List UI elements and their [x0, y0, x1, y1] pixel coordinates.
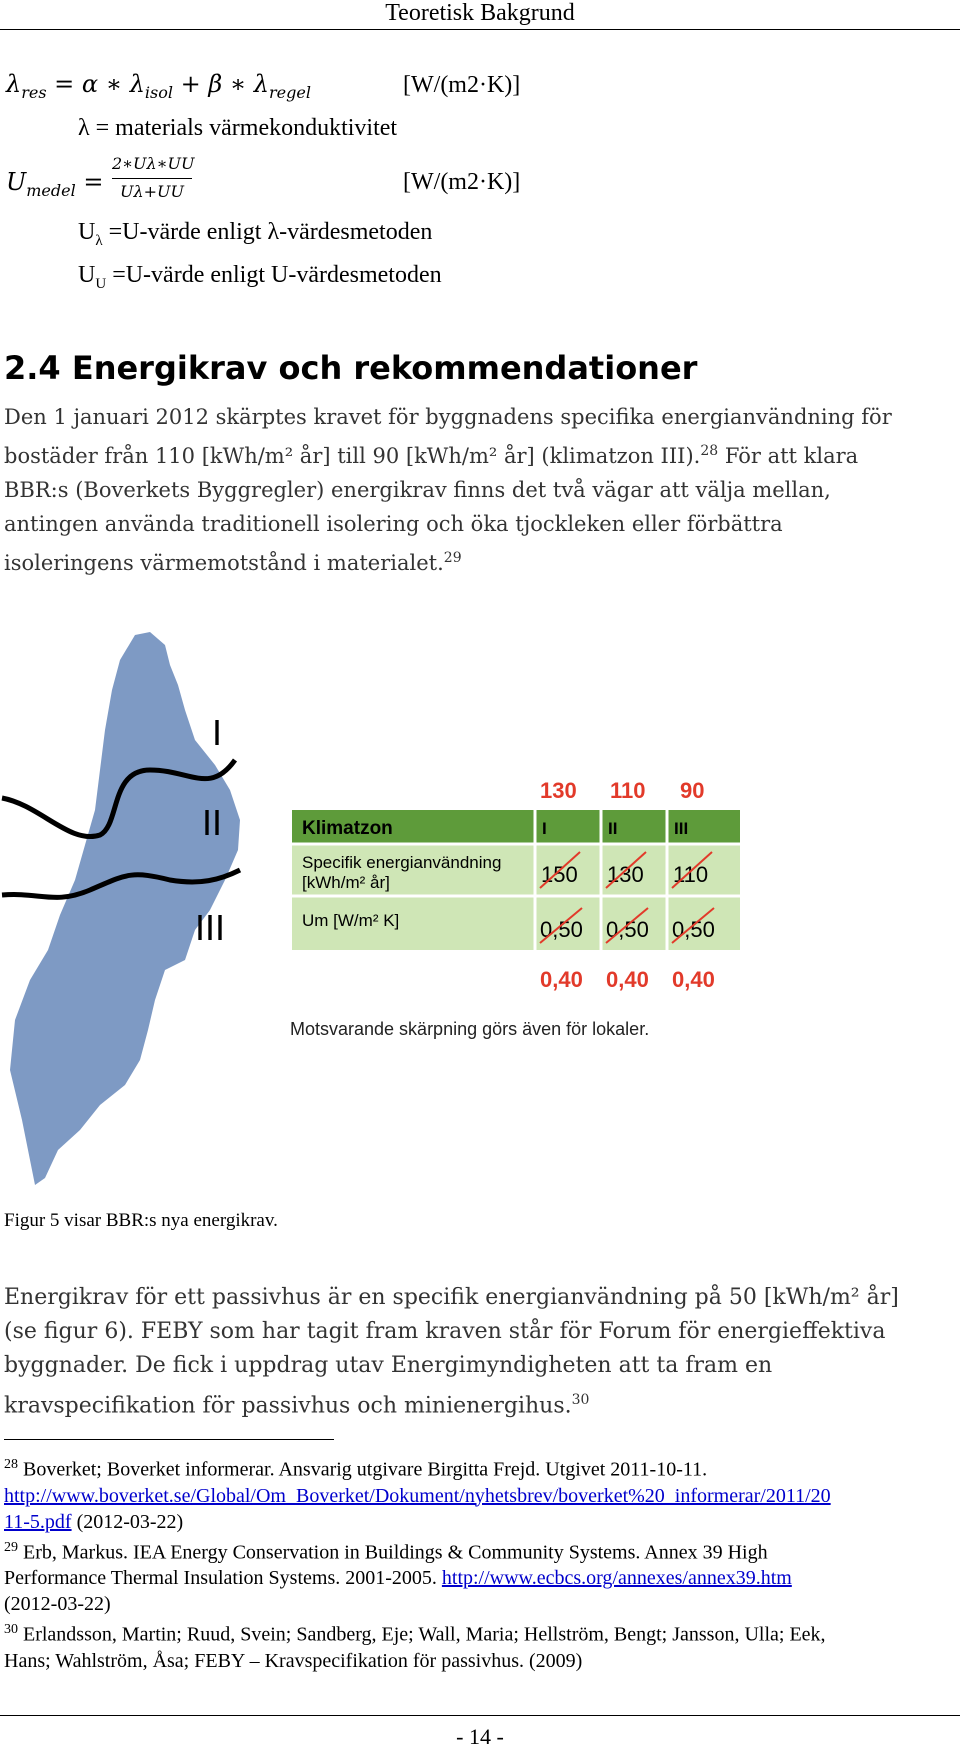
lambda-definition: λ = materials värmekonduktivitet [78, 115, 398, 141]
new-energy-value: 110 [610, 778, 646, 803]
running-header: Teoretisk Bakgrund [385, 0, 575, 26]
footnotes [4, 1452, 831, 1674]
footnote-ref-29[interactable]: 29 [443, 550, 462, 566]
footnote-28-link[interactable]: http://www.boverket.se/Global/Om_Boverket/Dokument/nyhetsbrev/boverket%20_informerar/2011/20 [4, 1484, 831, 1507]
footnote-29-date: (2012-03-22) [4, 1593, 111, 1616]
footnote-ref-28[interactable]: 28 [700, 443, 719, 459]
paragraph-line: antingen använda traditionell isolering och öka tjockleken eller förbättra [4, 512, 783, 536]
new-energy-value: 130 [540, 778, 577, 803]
table-cell-old: 150 [541, 862, 578, 887]
formula-lambda-res: $\lambda_{res} = \alpha$ ∗ $\lambda_{isol} + \beta$ ∗ $\lambda_{regel}$ [6, 70, 311, 102]
paragraph-2 [4, 1281, 899, 1423]
figure-energikrav [0, 630, 960, 1190]
footnote-29-line-2: Performance Thermal Insulation Systems. 2001-2005. http://www.ecbcs.org/annexes/annex39.htm [4, 1567, 792, 1590]
table-header-cell: II [608, 819, 618, 838]
formula-u-medel: $U_{medel}$ = [6, 168, 104, 200]
paragraph-line: isoleringens värmemotstånd i materialet.$^{29}$ [4, 550, 462, 575]
footnote-28: $^{28}$ Boverket; Boverket informerar. Ansvarig utgivare Birgitta Frejd. Utgivet 2011-10-11. [4, 1457, 708, 1481]
table-cell-old: 110 [673, 862, 709, 887]
formula-u-unit: [W/(m2·K)] [403, 169, 521, 195]
footnote-28-link-cont[interactable]: 11-5.pdf [4, 1510, 72, 1533]
footnote-28-link-line [4, 1483, 831, 1509]
table-cell-old: 130 [607, 862, 644, 887]
table-header-cell: III [674, 819, 689, 838]
footnote-separator [4, 1439, 334, 1440]
table-row-label: Specifik energianvändning [302, 853, 502, 872]
table-header-cell: Klimatzon [302, 818, 393, 839]
table-cell-old: 0,50 [672, 917, 715, 942]
new-um-value: 0,40 [540, 967, 583, 992]
table-header-cell: I [542, 819, 547, 838]
paragraph-line: Energikrav för ett passivhus är en specifik energianvändning på 50 [kWh/m² år] [4, 1285, 899, 1310]
new-energy-value: 90 [680, 778, 705, 803]
formula-lambda-unit: [W/(m2·K)] [403, 72, 521, 98]
header-rule [0, 29, 960, 30]
paragraph-line: bostäder från 110 [kWh/m² år] till 90 [kWh/m² år] (klimatzon III).$^{28}$ För att klara [4, 443, 859, 468]
footnote-30: $^{30}$ Erlandsson, Martin; Ruud, Svein; Sandberg, Eje; Wall, Maria; Hellström, Bengt; Jansson, Ulla; Eek, [4, 1622, 826, 1646]
paragraph-line: kravspecifikation för passivhus och minienergihus.$^{30}$ [4, 1392, 590, 1419]
table-row-label: [kWh/m² år] [302, 873, 390, 892]
paragraph-line: (se figur 6). FEBY som har tagit fram kraven står för Forum för energieffektiva [4, 1319, 886, 1344]
new-um-value: 0,40 [672, 967, 715, 992]
section-heading: 2.4 Energikrav och rekommendationer [4, 349, 698, 387]
fraction-denominator: Uλ+UU [120, 182, 184, 201]
new-um-value: 0,40 [606, 967, 649, 992]
fraction-bar [112, 178, 192, 179]
footnote-ref-30[interactable]: 30 [571, 1392, 590, 1408]
footer-rule [0, 1715, 960, 1716]
zone-label: I [212, 712, 223, 753]
figure-svg [0, 630, 960, 1190]
table-row-label: Um [W/m² K] [302, 911, 400, 930]
zone-label: III [195, 907, 226, 948]
footnote-30-line-2: Hans; Wahlström, Åsa; FEBY – Kravspecifikation för passivhus. (2009) [4, 1649, 583, 1672]
paragraph-1 [4, 400, 892, 580]
footnote-29-link[interactable]: http://www.ecbcs.org/annexes/annex39.htm [441, 1567, 792, 1590]
paragraph-line: Den 1 januari 2012 skärptes kravet för byggnadens specifika energianvändning för [4, 405, 892, 429]
footnote-29: $^{29}$ Erb, Markus. IEA Energy Conservation in Buildings & Community Systems. Annex 39 High [4, 1539, 768, 1564]
u-lambda-definition: $U_\lambda$ =U-värde enligt λ-värdesmetoden [78, 219, 433, 249]
zone-label: II [202, 802, 223, 843]
table-cell-old: 0,50 [606, 917, 649, 942]
table-cell-old: 0,50 [540, 917, 583, 942]
footnote-28-link-line-2: 11-5.pdf (2012-03-22) [4, 1510, 184, 1533]
page-number: - 14 - [456, 1724, 504, 1749]
figure-caption: Figur 5 visar BBR:s nya energikrav. [4, 1210, 278, 1231]
fraction-numerator: 2∗Uλ∗UU [112, 154, 195, 173]
paragraph-line: byggnader. De fick i uppdrag utav Energimyndigheten att ta fram en [4, 1353, 773, 1378]
u-u-definition: $U_U$ =U-värde enligt U-värdesmetoden [78, 262, 442, 292]
figure-note: Motsvarande skärpning görs även för lokaler. [290, 1019, 650, 1039]
paragraph-line: BBR:s (Boverkets Byggregler) energikrav finns det två vägar att välja mellan, [4, 478, 831, 502]
